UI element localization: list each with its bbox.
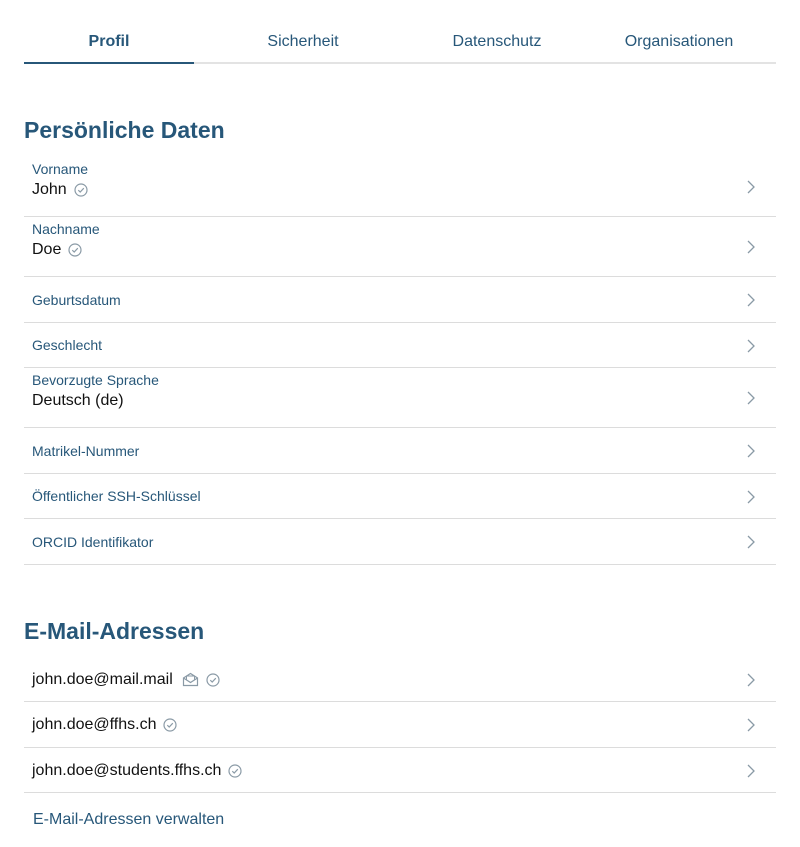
check-circle-icon [163, 718, 177, 732]
personal-data-list [24, 157, 776, 565]
row-ssh-schluessel[interactable] [24, 474, 776, 519]
chevron-right-icon [746, 338, 756, 354]
chevron-right-icon [746, 292, 756, 308]
row-vorname[interactable] [24, 157, 776, 217]
email-addresses-title: E-Mail-Adressen [24, 618, 205, 644]
row-value [32, 392, 124, 410]
row-label: Geschlecht [32, 337, 103, 353]
tab-sicherheit[interactable]: Sicherheit [267, 33, 339, 50]
chevron-right-icon [746, 443, 756, 459]
value-text: Doe [32, 241, 62, 258]
row-label: Vorname [32, 161, 89, 177]
tab-profil[interactable]: Profil [24, 22, 194, 62]
chevron-right-icon [746, 672, 756, 688]
email-address: john.doe@mail.mail [32, 670, 173, 688]
check-circle-icon [68, 243, 82, 257]
chevron-right-icon [746, 179, 756, 195]
chevron-right-icon [746, 763, 756, 779]
row-label: Geburtsdatum [32, 292, 121, 308]
row-geschlecht[interactable] [24, 323, 776, 368]
email-address: john.doe@students.ffhs.ch [32, 761, 222, 779]
row-label: Matrikel-Nummer [32, 443, 140, 459]
row-matrikel-nummer[interactable] [24, 428, 776, 474]
email-value [32, 657, 220, 702]
row-label: ORCID Identifikator [32, 534, 154, 550]
check-circle-icon [206, 673, 220, 687]
row-label: Öffentlicher SSH-Schlüssel [32, 488, 201, 504]
email-list [24, 657, 776, 793]
email-value [32, 748, 242, 793]
email-address: john.doe@ffhs.ch [32, 716, 157, 733]
row-bevorzugte-sprache[interactable] [24, 368, 776, 428]
envelope-open-icon [182, 672, 199, 687]
manage-email-addresses-link[interactable]: E-Mail-Adressen verwalten [33, 811, 225, 828]
row-geburtsdatum[interactable] [24, 277, 776, 323]
value-text: John [32, 181, 67, 198]
chevron-right-icon [746, 717, 756, 733]
chevron-right-icon [746, 489, 756, 505]
check-circle-icon [228, 764, 242, 778]
email-row[interactable] [24, 702, 776, 748]
tab-organisationen[interactable]: Organisationen [624, 33, 734, 50]
row-orcid[interactable] [24, 519, 776, 565]
check-circle-icon [74, 183, 88, 197]
email-value [32, 702, 177, 748]
tab-bar [24, 22, 776, 64]
email-row-primary[interactable] [24, 657, 776, 702]
row-value [32, 241, 82, 259]
personal-data-title: Persönliche Daten [24, 117, 225, 143]
value-text: Deutsch (de) [32, 392, 124, 409]
chevron-right-icon [746, 534, 756, 550]
chevron-right-icon [746, 239, 756, 255]
chevron-right-icon [746, 390, 756, 406]
row-value [32, 181, 88, 199]
row-label: Nachname [32, 221, 100, 237]
email-row[interactable] [24, 748, 776, 793]
row-nachname[interactable] [24, 217, 776, 277]
row-label: Bevorzugte Sprache [32, 372, 159, 388]
tab-datenschutz[interactable]: Datenschutz [452, 33, 542, 50]
